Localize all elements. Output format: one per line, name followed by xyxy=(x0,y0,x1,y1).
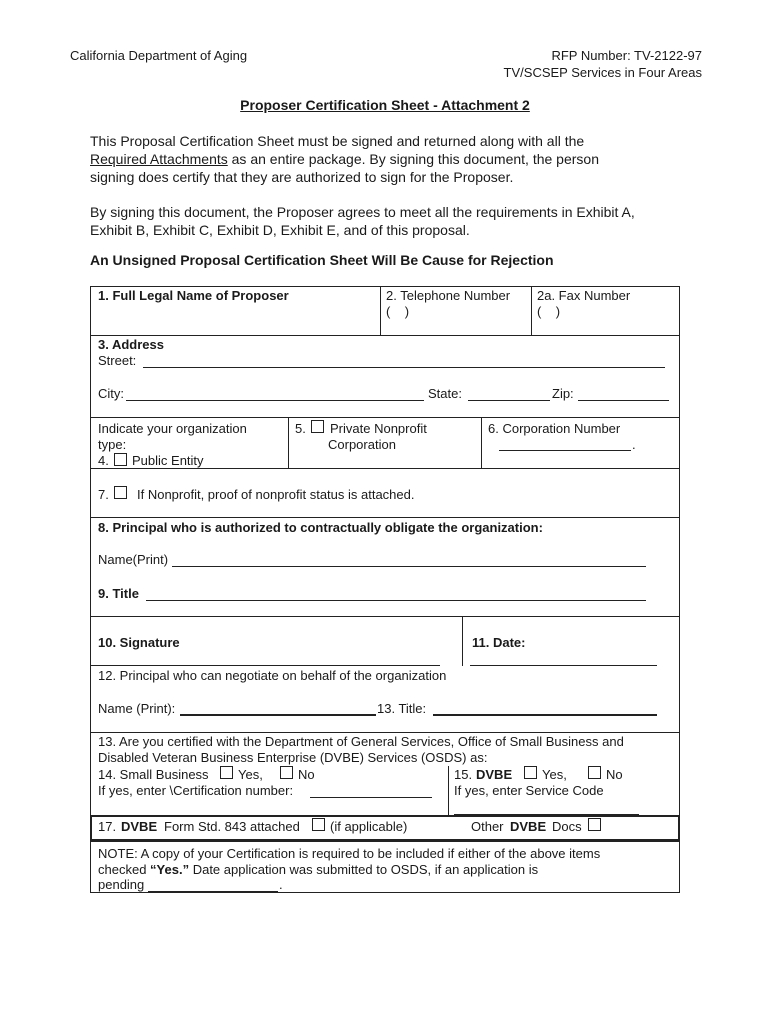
dvbe-no-label: No xyxy=(606,767,623,782)
signature-input[interactable] xyxy=(90,665,440,666)
field-14-label: 14. Small Business xyxy=(98,767,209,782)
dvbe-no-checkbox[interactable] xyxy=(588,766,601,779)
small-business-yes-label: Yes, xyxy=(238,767,263,782)
name-print-label: Name(Print) xyxy=(98,552,169,567)
field-1-label: 1. Full Legal Name of Proposer xyxy=(98,288,289,303)
org-type-line1: Indicate your organization xyxy=(98,421,247,436)
field-10-label: 10. Signature xyxy=(98,635,180,650)
intro-p1-line3: signing does certify that they are authorized to sign for the Proposer. xyxy=(90,169,514,185)
note-pending-label: pending xyxy=(98,877,145,892)
street-input[interactable] xyxy=(143,367,665,368)
private-nonprofit-checkbox[interactable] xyxy=(311,420,324,433)
negotiator-name-input[interactable] xyxy=(180,714,376,716)
other-label: Other xyxy=(471,819,504,834)
field-2a-label: 2a. Fax Number xyxy=(537,288,631,303)
field-12-label: 12. Principal who can negotiate on behalf of the organization xyxy=(98,668,447,683)
state-label: State: xyxy=(428,386,462,401)
zip-input[interactable] xyxy=(578,400,669,401)
public-entity-label: Public Entity xyxy=(132,453,204,468)
field-9-label: 9. Title xyxy=(98,586,139,601)
header-org: California Department of Aging xyxy=(70,48,248,63)
field-3-label: 3. Address xyxy=(98,337,164,352)
field-5-label: 5. xyxy=(295,421,306,436)
certification-number-label: If yes, enter \Certification number: xyxy=(98,783,294,798)
certification-number-input[interactable] xyxy=(310,797,432,798)
dvbe-yes-label: Yes, xyxy=(542,767,567,782)
zip-label: Zip: xyxy=(552,386,574,401)
corporation-number-input[interactable] xyxy=(499,450,631,451)
intro-p2-line1: By signing this document, the Proposer agrees to meet all the requirements in Exhibit A, xyxy=(90,204,635,220)
other-docs: Docs xyxy=(552,819,582,834)
field-13-label: 13. Title: xyxy=(377,701,427,716)
field-17-number: 17. xyxy=(98,819,117,834)
date-input[interactable] xyxy=(470,665,657,666)
state-input[interactable] xyxy=(468,400,550,401)
corporation-number-dot: . xyxy=(632,437,636,452)
org-type-line2: type: xyxy=(98,437,127,452)
field-8-label: 8. Principal who is authorized to contractually obligate the organization: xyxy=(98,520,543,535)
field-17-applicable: (if applicable) xyxy=(330,819,408,834)
note-end: . xyxy=(279,877,283,892)
intro-p2-line2: Exhibit B, Exhibit C, Exhibit D, Exhibit E, and of this proposal. xyxy=(90,222,470,238)
intro-p1-line2: Required Attachments as an entire package. By signing this document, the person xyxy=(90,151,599,167)
city-input[interactable] xyxy=(126,400,424,401)
service-code-label: If yes, enter Service Code xyxy=(454,783,604,798)
public-entity-checkbox[interactable] xyxy=(114,453,127,466)
small-business-yes-checkbox[interactable] xyxy=(220,766,233,779)
form-843-checkbox[interactable] xyxy=(312,818,325,831)
field-4-label: 4. xyxy=(98,453,109,468)
question-13-line2: Disabled Veteran Business Enterprise (DVBE) Services (OSDS) as: xyxy=(98,750,488,765)
dvbe-yes-checkbox[interactable] xyxy=(524,766,537,779)
negotiator-title-input[interactable] xyxy=(433,714,657,716)
field-7-label: 7. xyxy=(98,487,109,502)
field-2-label: 2. Telephone Number xyxy=(386,288,511,303)
application-date-input[interactable] xyxy=(148,891,278,892)
city-label: City: xyxy=(98,386,124,401)
field-11-label: 11. Date: xyxy=(472,635,526,650)
nonprofit-proof-label: If Nonprofit, proof of nonprofit status is attached. xyxy=(137,487,415,502)
field-17-dvbe: DVBE xyxy=(121,819,158,834)
telephone-input[interactable]: ( ) xyxy=(386,304,410,319)
note-line1: NOTE: A copy of your Certification is required to be included if either of the above items xyxy=(98,846,601,861)
rejection-warning: An Unsigned Proposal Certification Sheet Will Be Cause for Rejection xyxy=(90,252,554,268)
field-6-label: 6. Corporation Number xyxy=(488,421,621,436)
intro-p1-line1: This Proposal Certification Sheet must be signed and returned along with all the xyxy=(90,133,585,149)
field-17-text: Form Std. 843 attached xyxy=(164,819,300,834)
small-business-no-label: No xyxy=(298,767,315,782)
page-title: Proposer Certification Sheet - Attachment 2 xyxy=(240,97,530,113)
field-15-dvbe: DVBE xyxy=(476,767,513,782)
fax-input[interactable]: ( ) xyxy=(537,304,561,319)
other-dvbe: DVBE xyxy=(510,819,547,834)
private-nonprofit-label-line1: Private Nonprofit xyxy=(330,421,427,436)
principal-title-input[interactable] xyxy=(146,600,646,601)
street-label: Street: xyxy=(98,353,137,368)
private-nonprofit-label-line2: Corporation xyxy=(328,437,396,452)
field-15-number: 15. xyxy=(454,767,473,782)
nonprofit-proof-checkbox[interactable] xyxy=(114,486,127,499)
header-rfp-subtitle: TV/SCSEP Services in Four Areas xyxy=(503,65,702,80)
note-line2: checked “Yes.” Date application was submitted to OSDS, if an application is xyxy=(98,862,539,877)
small-business-no-checkbox[interactable] xyxy=(280,766,293,779)
negotiator-name-label: Name (Print): xyxy=(98,701,176,716)
principal-name-input[interactable] xyxy=(172,566,646,567)
other-dvbe-docs-checkbox[interactable] xyxy=(588,818,601,831)
question-13-line1: 13. Are you certified with the Department of General Services, Office of Small Business and xyxy=(98,734,624,749)
header-rfp-number: RFP Number: TV-2122-97 xyxy=(551,48,702,63)
required-attachments-link: Required Attachments xyxy=(90,151,228,167)
